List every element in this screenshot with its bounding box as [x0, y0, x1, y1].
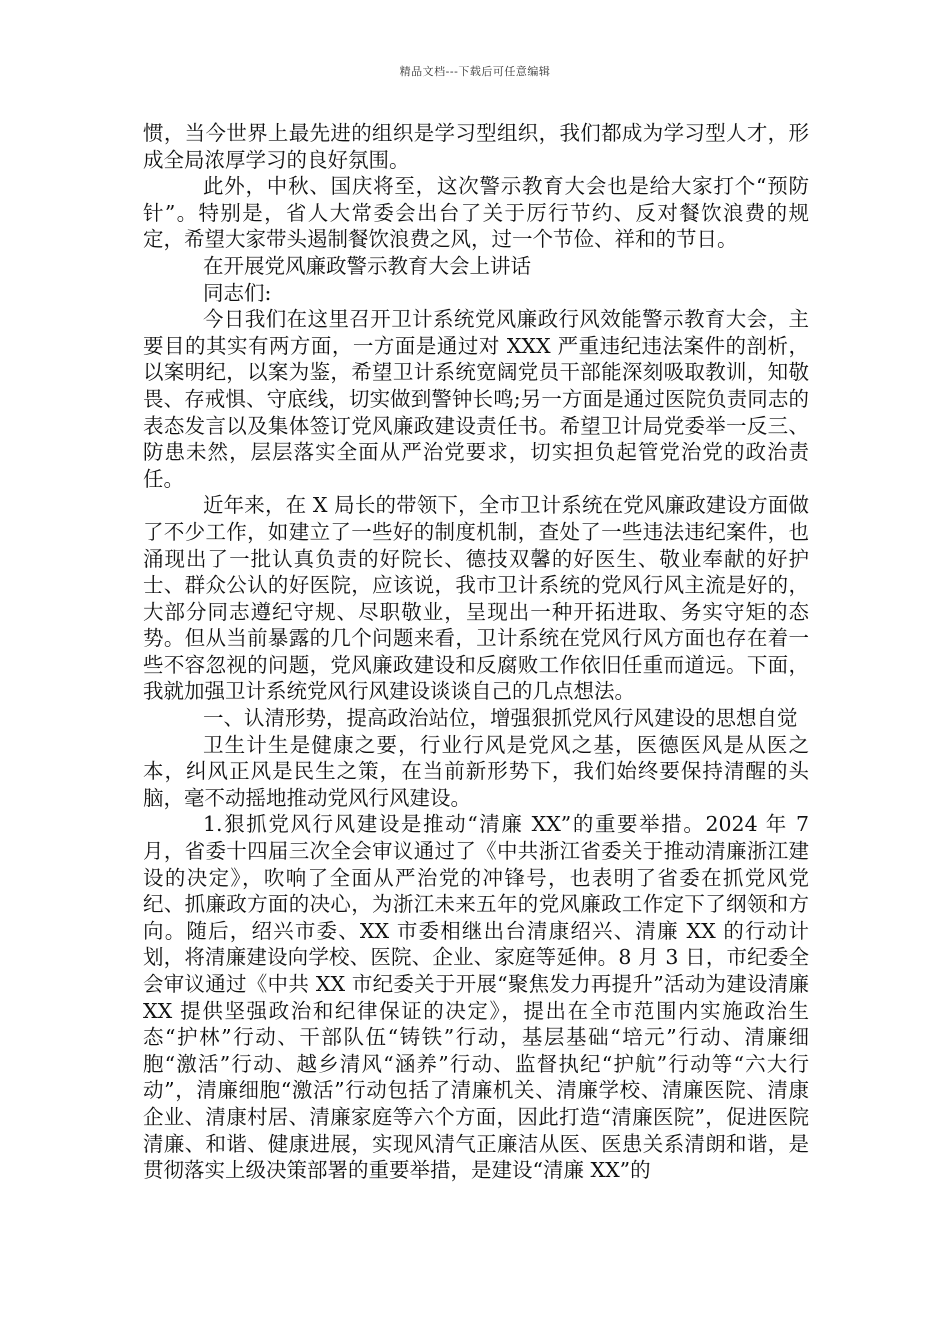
document-body [143, 120, 809, 1184]
page-header: 精品文档---下载后可任意编辑 [399, 65, 551, 78]
paragraph: 惯，当今世界上最先进的组织是学习型组织，我们都成为学习型人才，形成全局浓厚学习的良好氛围。 [143, 121, 809, 172]
section-heading: 一、认清形势，提高政治站位，增强狠抓党风行风建设的思想自觉 [203, 706, 798, 731]
paragraph: 卫生计生是健康之要，行业行风是党风之基，医德医风是从医之本，纠风正风是民生之策，在当前新形势下，我们始终要保持清醒的头脑，毫不动摇地推动党风行风建设。 [143, 732, 809, 810]
paragraph: 1.狠抓党风行风建设是推动“清廉 XX”的重要举措。2024 年 7 月，省委十四届三次全会审议通过了《中共浙江省委关于推动清廉浙江建设的决定》，吹响了全面从严治党的冲锋号，也表明了省委在抓党风党纪、抓廉政方面的决心，为浙江未来五年的党风廉政工作定下了纲领和方向。随后，绍兴市委、XX 市委相继出台清康绍兴、清廉 XX 的行动计划，将清廉建设向学校、医院、企业、家庭等延伸。8 月 3 日，市纪委全会审议通过《中共 XX 市纪委关于开展“聚焦发力再提升”活动为建设清廉 XX 提供坚强政治和纪律保证的决定》，提出在全市范围内实施政治生态“护林”行动、干部队伍“铸铁”行动，基层基础“培元”行动、清廉细胞“激活”行动、越乡清风“涵养”行动、监督执纪“护航”行动等“六大行动”，清廉细胞“激活”行动包括了清廉机关、清廉学校、清廉医院、清康企业、清康村居、清廉家庭等六个方面，因此打造“清廉医院”，促进医院清廉、和谐、健康进展，实现风清气正廉洁从医、医患关系清朗和谐，是贯彻落实上级决策部署的重要举措，是建设“清廉 XX”的 [143, 812, 809, 1183]
speech-title: 在开展党风廉政警示教育大会上讲话 [203, 253, 531, 278]
paragraph: 今日我们在这里召开卫计系统党风廉政行风效能警示教育大会，主要目的其实有两方面，一方面是通过对 XXX 严重违纪违法案件的剖析，以案明纪，以案为鉴，希望卫计系统宽阔党员干部能深刻吸取教训，知敬畏、存戒惧、守底线，切实做到警钟长鸣;另一方面是通过医院负责同志的表态发言以及集体签订党风廉政建设责任书。希望卫计局党委举一反三、防患未然，层层落实全面从严治党要求，切实担负起管党治党的政治责任。 [143, 307, 809, 491]
paragraph: 近年来，在 X 局长的带领下，全市卫计系统在党风廉政建设方面做了不少工作，如建立了一些好的制度机制，查处了一些违法违纪案件，也涌现出了一批认真负责的好院长、德技双馨的好医生、敬业奉献的好护士、群众公认的好医院，应该说，我市卫计系统的党风行风主流是好的，大部分同志遵纪守规、尽职敬业，呈现出一种开拓进取、务实守矩的态势。但从当前暴露的几个问题来看，卫计系统在党风行风方面也存在着一些不容忽视的问题，党风廉政建设和反腐败工作依旧任重而道远。下面，我就加强卫计系统党风行风建设谈谈自己的几点想法。 [143, 493, 809, 704]
paragraph: 此外，中秋、国庆将至，这次警示教育大会也是给大家打个“预防针”。特别是，省人大常委会出台了关于厉行节约、反对餐饮浪费的规定，希望大家带头遏制餐饮浪费之风，过一个节俭、祥和的节日。 [143, 174, 809, 252]
salutation: 同志们: [203, 280, 272, 305]
